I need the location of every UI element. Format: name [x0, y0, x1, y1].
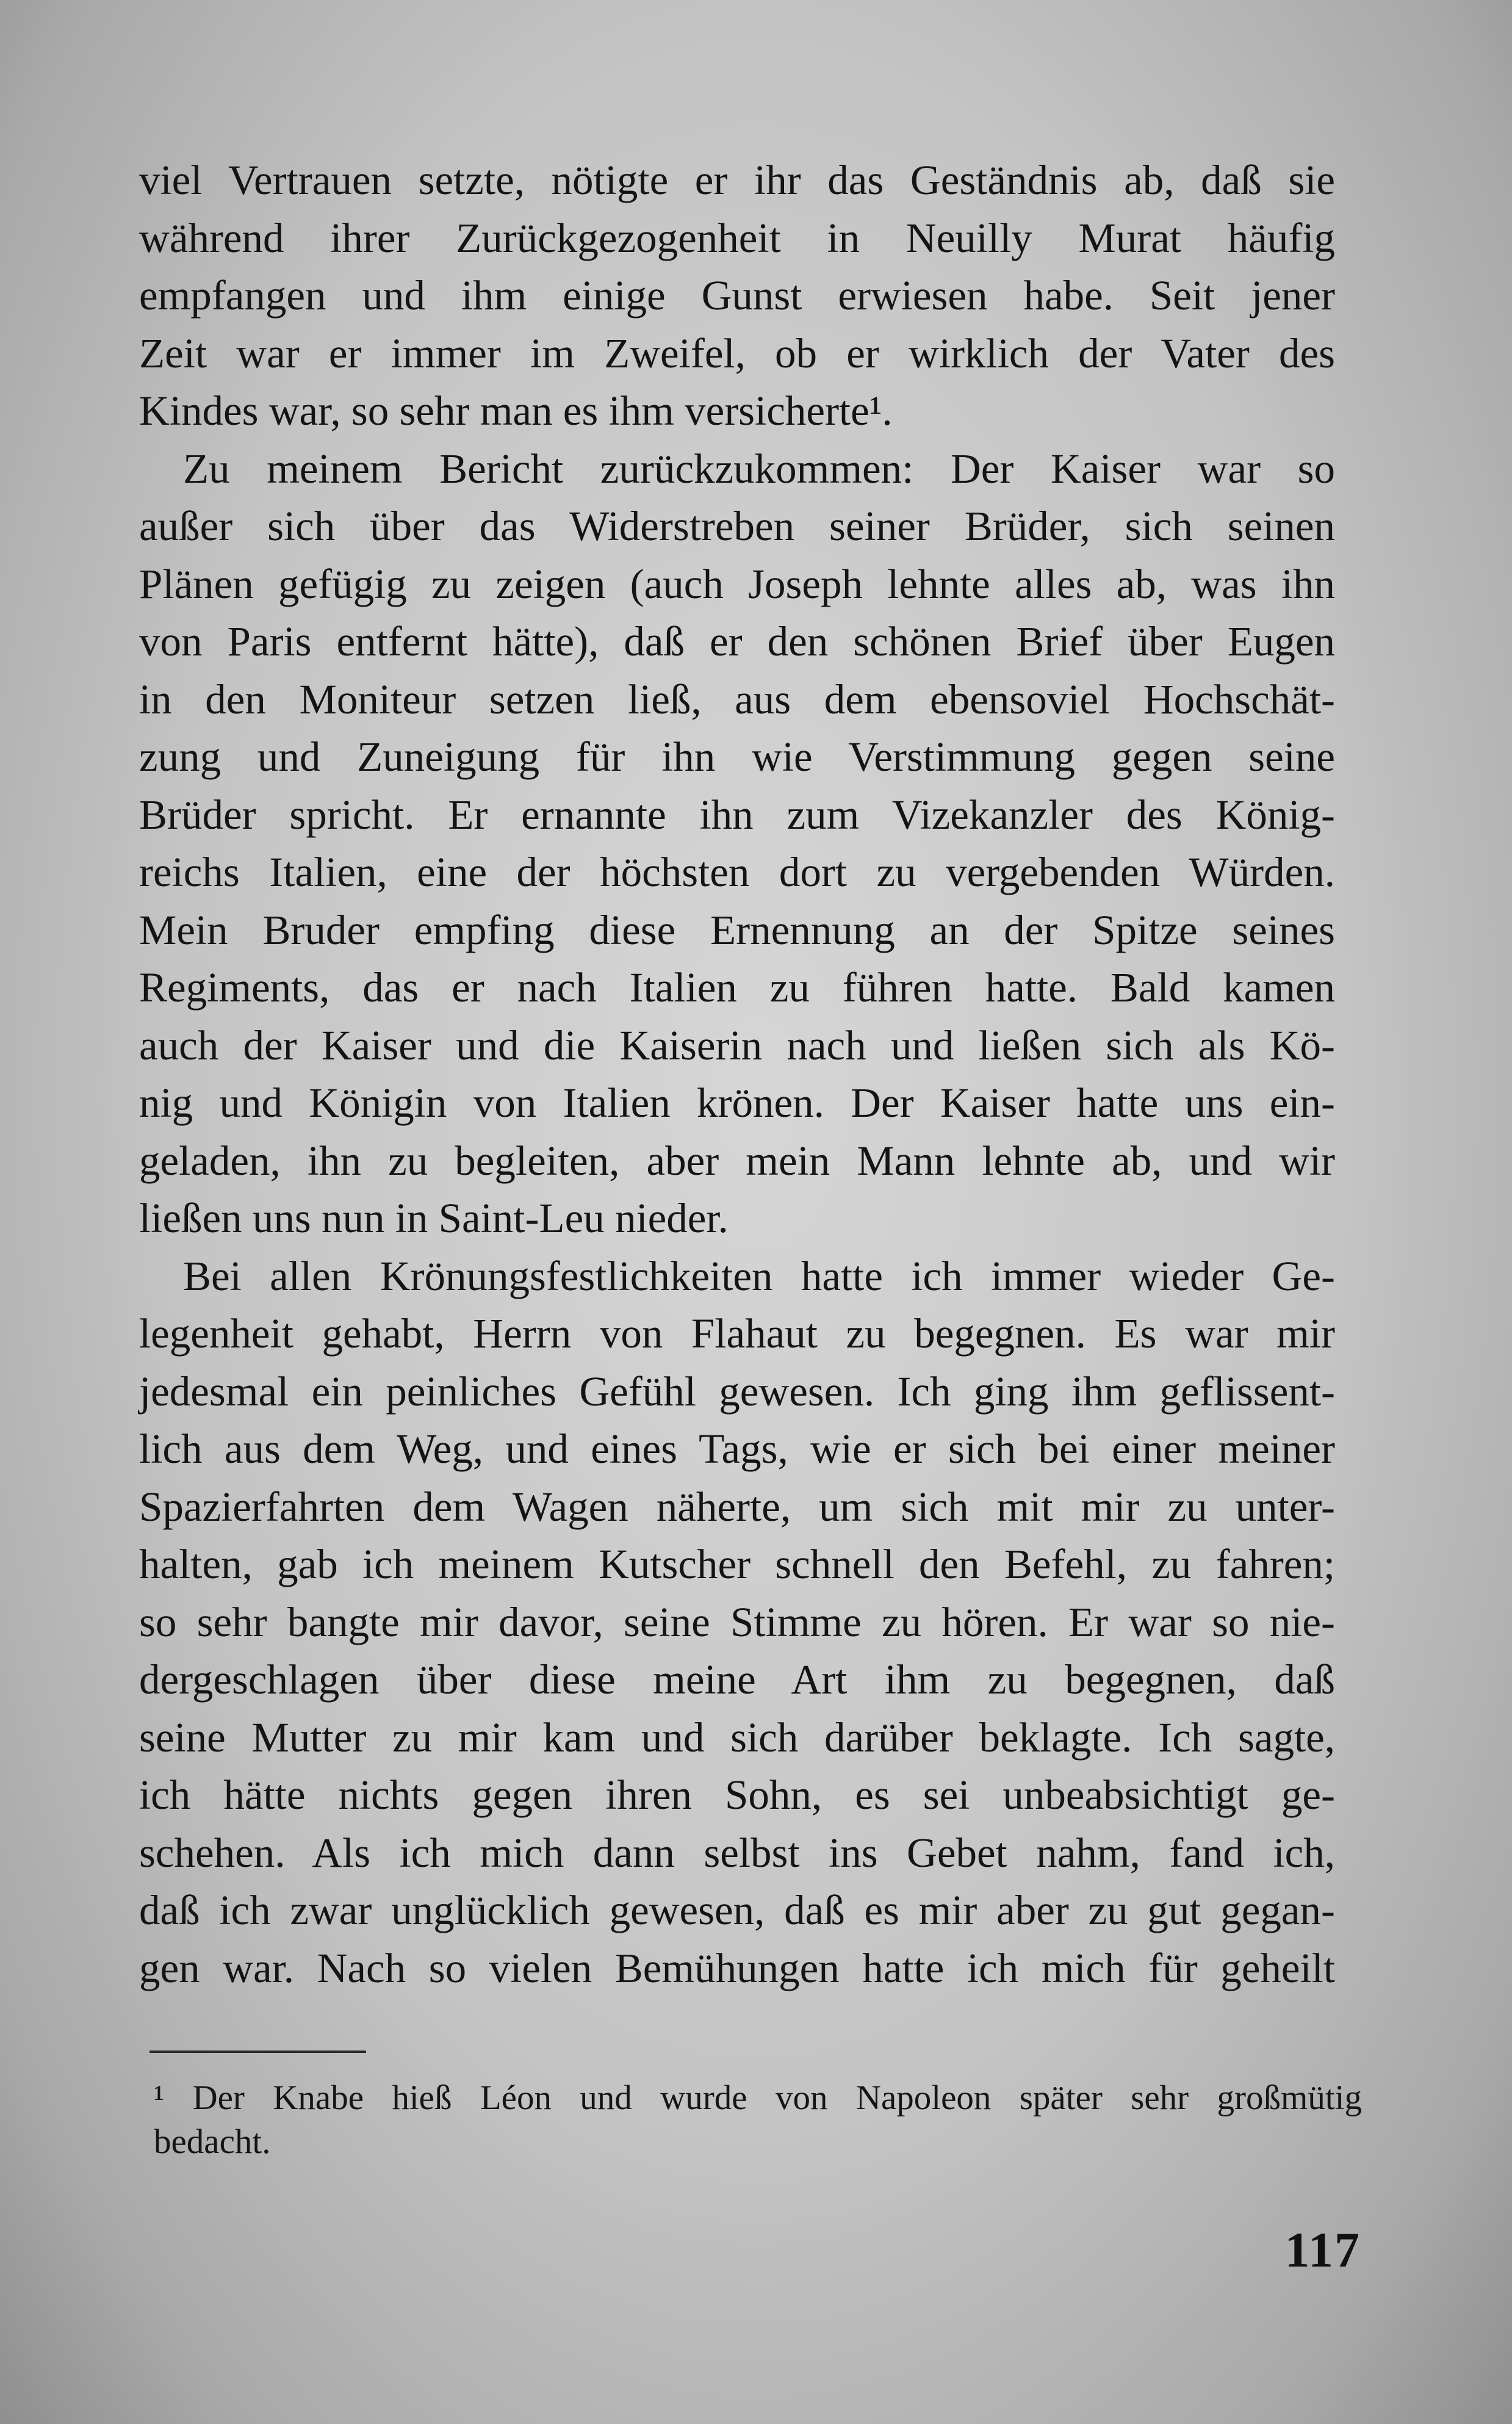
text-line: zung und Zuneigung für ihn wie Verstimmung gegen seine — [139, 734, 1335, 780]
text-line: seine Mutter zu mir kam und sich darüber beklagte. Ich sagte, — [139, 1714, 1335, 1761]
text-line: Plänen gefügig zu zeigen (auch Joseph lehnte alles ab, was ihn — [139, 560, 1335, 607]
text-line: nig und Königin von Italien krönen. Der Kaiser hatte uns ein- — [139, 1080, 1335, 1126]
text-line: ich hätte nichts gegen ihren Sohn, es sei unbeabsichtigt ge- — [139, 1772, 1335, 1818]
footnote-line: ¹ Der Knabe hieß Léon und wurde von Napoleon später sehr großmütig — [154, 2079, 1362, 2117]
text-line: jedesmal ein peinliches Gefühl gewesen. Ich ging ihm geflissent- — [139, 1368, 1335, 1415]
text-line: Mein Bruder empfing diese Ernennung an der Spitze seines — [139, 906, 1335, 953]
text-line: Bei allen Krönungsfestlichkeiten hatte ich immer wieder Ge- — [183, 1252, 1335, 1299]
text-line: Zu meinem Bericht zurückzukommen: Der Kaiser war so — [183, 445, 1335, 492]
text-line: ließen uns nun in Saint-Leu nieder. — [139, 1195, 729, 1241]
footnote-divider — [149, 2051, 366, 2053]
text-line: reichs Italien, eine der höchsten dort zu vergebenden Würden. — [139, 849, 1335, 895]
text-line: Spazierfahrten dem Wagen näherte, um sich mit mir zu unter- — [139, 1483, 1335, 1530]
text-line: legenheit gehabt, Herrn von Flahaut zu begegnen. Es war mir — [139, 1310, 1335, 1357]
text-line: halten, gab ich meinem Kutscher schnell den Befehl, zu fahren; — [139, 1541, 1335, 1587]
text-line: gen war. Nach so vielen Bemühungen hatte ich mich für geheilt — [139, 1944, 1335, 1991]
text-line: Zeit war er immer im Zweifel, ob er wirklich der Vater des — [139, 330, 1335, 377]
text-line: empfangen und ihm einige Gunst erwiesen habe. Seit jener — [139, 272, 1335, 319]
text-line: auch der Kaiser und die Kaiserin nach und ließen sich als Kö- — [139, 1022, 1335, 1069]
text-line: in den Moniteur setzen ließ, aus dem ebensoviel Hochschät- — [139, 676, 1335, 723]
page-number: 117 — [1284, 2222, 1361, 2278]
text-line: Brüder spricht. Er ernannte ihn zum Vizekanzler des König- — [139, 791, 1335, 838]
text-line: Regiments, das er nach Italien zu führen hatte. Bald kamen — [139, 964, 1335, 1011]
text-line: während ihrer Zurückgezogenheit in Neuilly Murat häufig — [139, 214, 1335, 261]
text-line: außer sich über das Widerstreben seiner Brüder, sich seinen — [139, 503, 1335, 549]
text-line: geladen, ihn zu begleiten, aber mein Mann lehnte ab, und wir — [139, 1137, 1335, 1184]
text-line: von Paris entfernt hätte), daß er den schönen Brief über Eugen — [139, 618, 1335, 665]
text-line: viel Vertrauen setzte, nötigte er ihr das Geständnis ab, daß sie — [139, 157, 1335, 203]
text-line: dergeschlagen über diese meine Art ihm zu begegnen, daß — [139, 1656, 1335, 1703]
footnote — [154, 2076, 1362, 2164]
footnote-line: bedacht. — [154, 2123, 271, 2161]
text-line: daß ich zwar unglücklich gewesen, daß es mir aber zu gut gegan- — [139, 1887, 1335, 1933]
text-line: Kindes war, so sehr man es ihm versicherte¹. — [139, 388, 893, 434]
text-line: lich aus dem Weg, und eines Tags, wie er sich bei einer meiner — [139, 1426, 1335, 1472]
text-line: schehen. Als ich mich dann selbst ins Gebet nahm, fand ich, — [139, 1829, 1335, 1876]
text-line: so sehr bangte mir davor, seine Stimme zu hören. Er war so nie- — [139, 1598, 1335, 1645]
body-text — [139, 151, 1335, 1997]
